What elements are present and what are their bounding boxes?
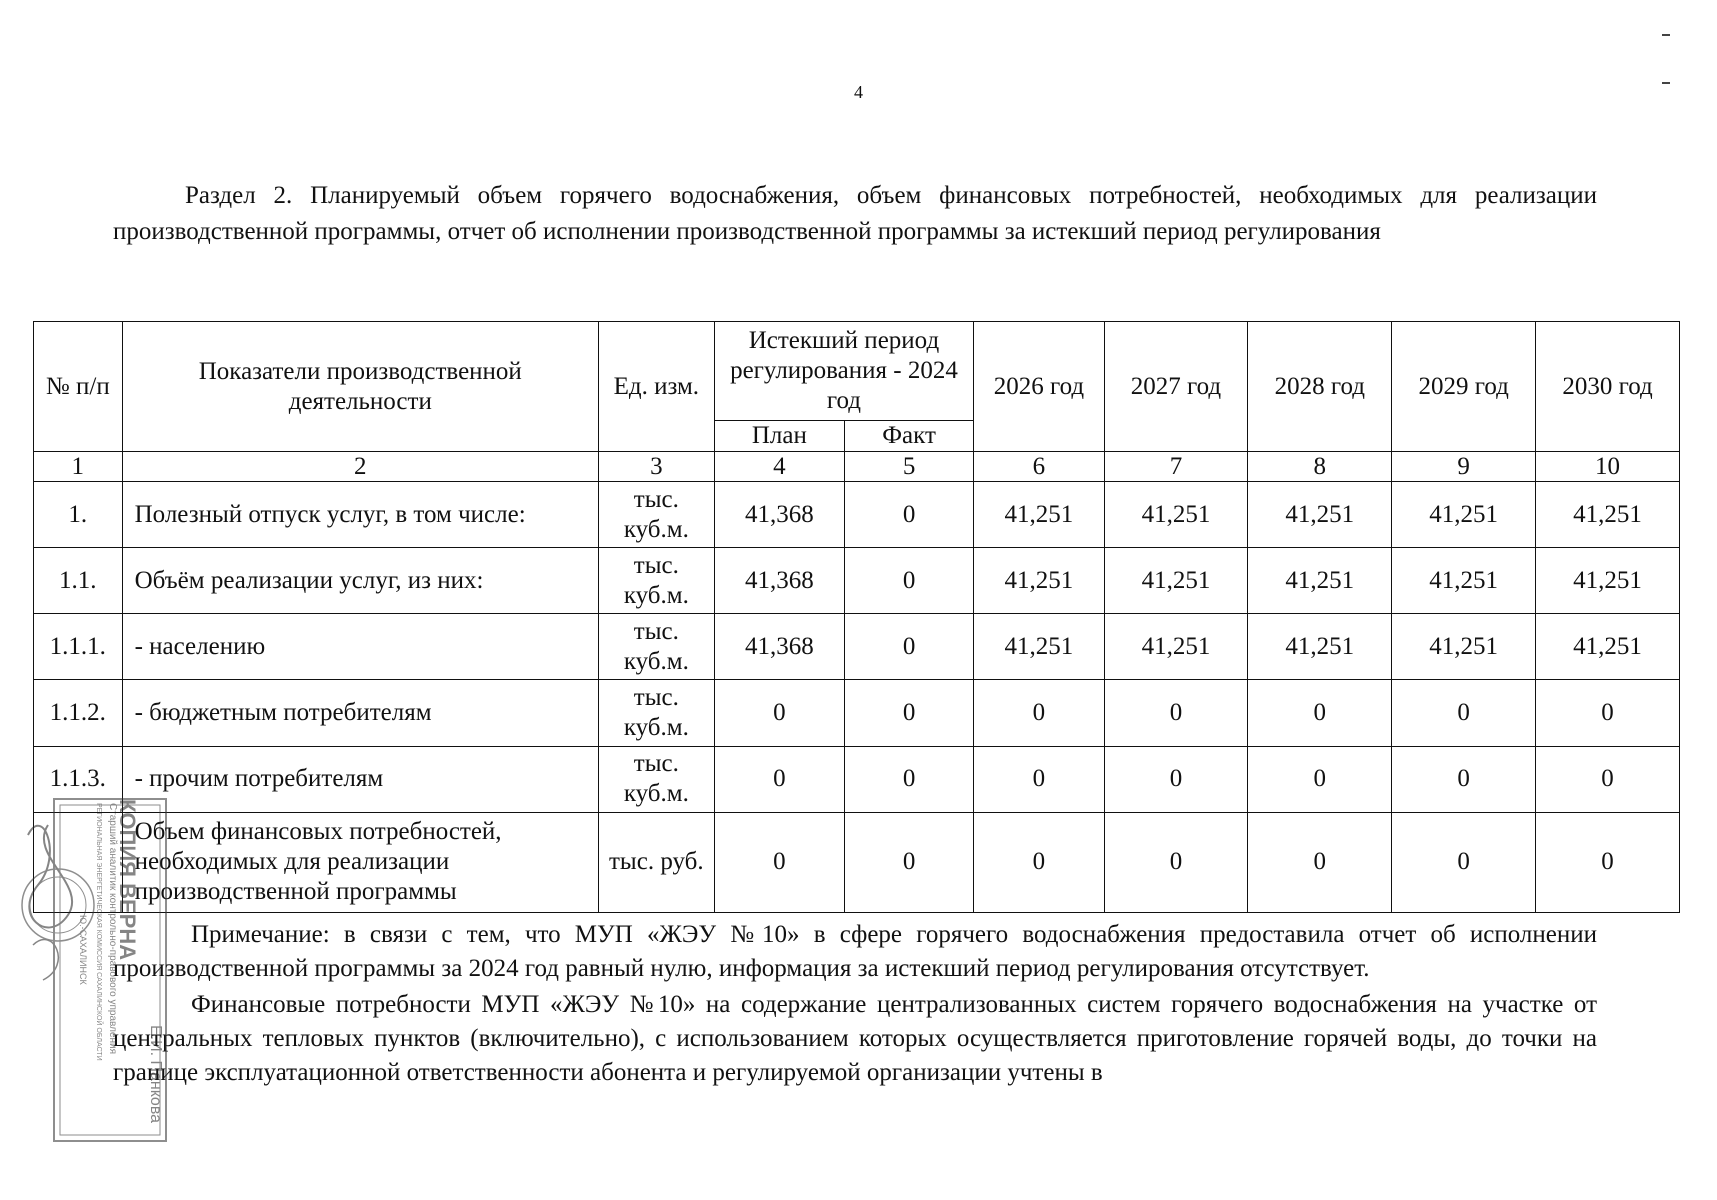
header-past-period: Истекший период регулирования - 2024 год: [714, 322, 974, 421]
row-2029: 41,251: [1392, 548, 1536, 614]
index-cell: 4: [714, 452, 844, 482]
row-plan: 41,368: [714, 482, 844, 548]
section-heading-text: Раздел 2. Планируемый объем горячего водоснабжения, объем финансовых потребностей, необходимых для реализации производственной программы, отчет об исполнении производственной программы за истекший период регулирования: [113, 182, 1597, 245]
row-2029: 41,251: [1392, 614, 1536, 680]
index-cell: 10: [1536, 452, 1680, 482]
stamp-line-3: Ю.-САХАЛИНСК: [78, 915, 88, 985]
row-plan: 0: [714, 746, 844, 812]
table-row: [34, 614, 1680, 680]
notes-block: [113, 918, 1597, 1090]
row-2026: 0: [974, 680, 1104, 746]
stamp-title: КОПИЯ ВЕРНА: [115, 799, 140, 961]
row-indicator: - населению: [122, 614, 598, 680]
stamp-line-2: РЕГИОНАЛЬНАЯ ЭНЕРГЕТИЧЕСКАЯ КОМИССИЯ САХАЛИНСКОЙ ОБЛАСТИ: [95, 803, 102, 1061]
row-2030: 41,251: [1536, 482, 1680, 548]
row-indicator: Объем финансовых потребностей, необходимых для реализации производственной программы: [122, 812, 598, 912]
page-number: 4: [854, 82, 863, 102]
header-unit: Ед. изм.: [598, 322, 714, 452]
production-program-table: [33, 321, 1680, 913]
row-unit: тыс. куб.м.: [598, 614, 714, 680]
row-2028: 41,251: [1248, 482, 1392, 548]
row-plan: 41,368: [714, 548, 844, 614]
table-row: [34, 482, 1680, 548]
row-2029: 0: [1392, 680, 1536, 746]
header-year-2028: 2028 год: [1248, 322, 1392, 452]
section-heading: [113, 178, 1597, 250]
row-plan: 41,368: [714, 614, 844, 680]
row-2027: 0: [1104, 746, 1248, 812]
row-indicator: Объём реализации услуг, из них:: [122, 548, 598, 614]
row-2028: 0: [1248, 746, 1392, 812]
scan-mark: [1662, 34, 1670, 36]
stamp-line-1: Старший аналитик контрольно-правового управления: [107, 803, 118, 1055]
row-2029: 0: [1392, 746, 1536, 812]
row-num: 1.1.2.: [34, 680, 123, 746]
row-plan: 0: [714, 812, 844, 912]
header-fact: Факт: [844, 421, 973, 452]
row-indicator: Полезный отпуск услуг, в том числе:: [122, 482, 598, 548]
stamp-signer: Е.И. Панкова: [147, 1025, 164, 1124]
table-row: [34, 812, 1680, 912]
row-2030: 41,251: [1536, 548, 1680, 614]
row-2030: 0: [1536, 680, 1680, 746]
row-2026: 41,251: [974, 548, 1104, 614]
index-cell: 7: [1104, 452, 1248, 482]
header-year-2029: 2029 год: [1392, 322, 1536, 452]
row-2028: 0: [1248, 812, 1392, 912]
index-cell: 3: [598, 452, 714, 482]
row-2027: 0: [1104, 680, 1248, 746]
row-num: 1.: [34, 482, 123, 548]
row-unit: тыс. куб.м.: [598, 482, 714, 548]
header-row-1: [34, 322, 1680, 421]
table-row: [34, 548, 1680, 614]
index-cell: 9: [1392, 452, 1536, 482]
row-2030: 0: [1536, 812, 1680, 912]
table-row: [34, 680, 1680, 746]
row-2027: 41,251: [1104, 482, 1248, 548]
index-cell: 6: [974, 452, 1104, 482]
row-2028: 0: [1248, 680, 1392, 746]
row-fact: 0: [844, 812, 973, 912]
table-row: [34, 746, 1680, 812]
note-paragraph: Финансовые потребности МУП «ЖЭУ №10» на содержание централизованных систем горячего водоснабжения на участке от центральных тепловых пунктов (включительно), с использованием которых осуществляется приготовление горячей воды, до точки на границе эксплуатационной ответственности абонента и регулируемой организации учтены в: [113, 991, 1597, 1086]
row-fact: 0: [844, 614, 973, 680]
note-paragraph: Примечание: в связи с тем, что МУП «ЖЭУ №10» в сфере горячего водоснабжения предоставила отчет об исполнении производственной программы за 2024 год равный нулю, информация за истекший период регулирования отсутствует.: [113, 921, 1597, 982]
index-cell: 5: [844, 452, 973, 482]
row-unit: тыс. куб.м.: [598, 548, 714, 614]
row-plan: 0: [714, 680, 844, 746]
row-2027: 41,251: [1104, 548, 1248, 614]
row-2030: 0: [1536, 746, 1680, 812]
row-2026: 0: [974, 746, 1104, 812]
row-2027: 0: [1104, 812, 1248, 912]
header-indicator: Показатели производственной деятельности: [122, 322, 598, 452]
row-2029: 0: [1392, 812, 1536, 912]
scan-mark: [1662, 82, 1670, 84]
row-fact: 0: [844, 680, 973, 746]
row-unit: тыс. руб.: [598, 812, 714, 912]
row-unit: тыс. куб.м.: [598, 746, 714, 812]
row-fact: 0: [844, 548, 973, 614]
index-cell: 2: [122, 452, 598, 482]
header-year-2026: 2026 год: [974, 322, 1104, 452]
row-unit: тыс. куб.м.: [598, 680, 714, 746]
row-2026: 41,251: [974, 482, 1104, 548]
header-num: № п/п: [34, 322, 123, 452]
row-fact: 0: [844, 482, 973, 548]
header-year-2030: 2030 год: [1536, 322, 1680, 452]
index-cell: 8: [1248, 452, 1392, 482]
row-2030: 41,251: [1536, 614, 1680, 680]
row-num: 1.1.: [34, 548, 123, 614]
row-indicator: - бюджетным потребителям: [122, 680, 598, 746]
row-2028: 41,251: [1248, 614, 1392, 680]
header-plan: План: [714, 421, 844, 452]
row-2027: 41,251: [1104, 614, 1248, 680]
header-year-2027: 2027 год: [1104, 322, 1248, 452]
row-num: 1.1.3.: [34, 746, 123, 812]
row-2026: 0: [974, 812, 1104, 912]
row-fact: 0: [844, 746, 973, 812]
row-indicator: - прочим потребителям: [122, 746, 598, 812]
index-cell: 1: [34, 452, 123, 482]
column-index-row: [34, 452, 1680, 482]
row-2028: 41,251: [1248, 548, 1392, 614]
row-num: 1.1.1.: [34, 614, 123, 680]
copy-certification-stamp: [18, 795, 168, 1145]
row-2029: 41,251: [1392, 482, 1536, 548]
row-2026: 41,251: [974, 614, 1104, 680]
